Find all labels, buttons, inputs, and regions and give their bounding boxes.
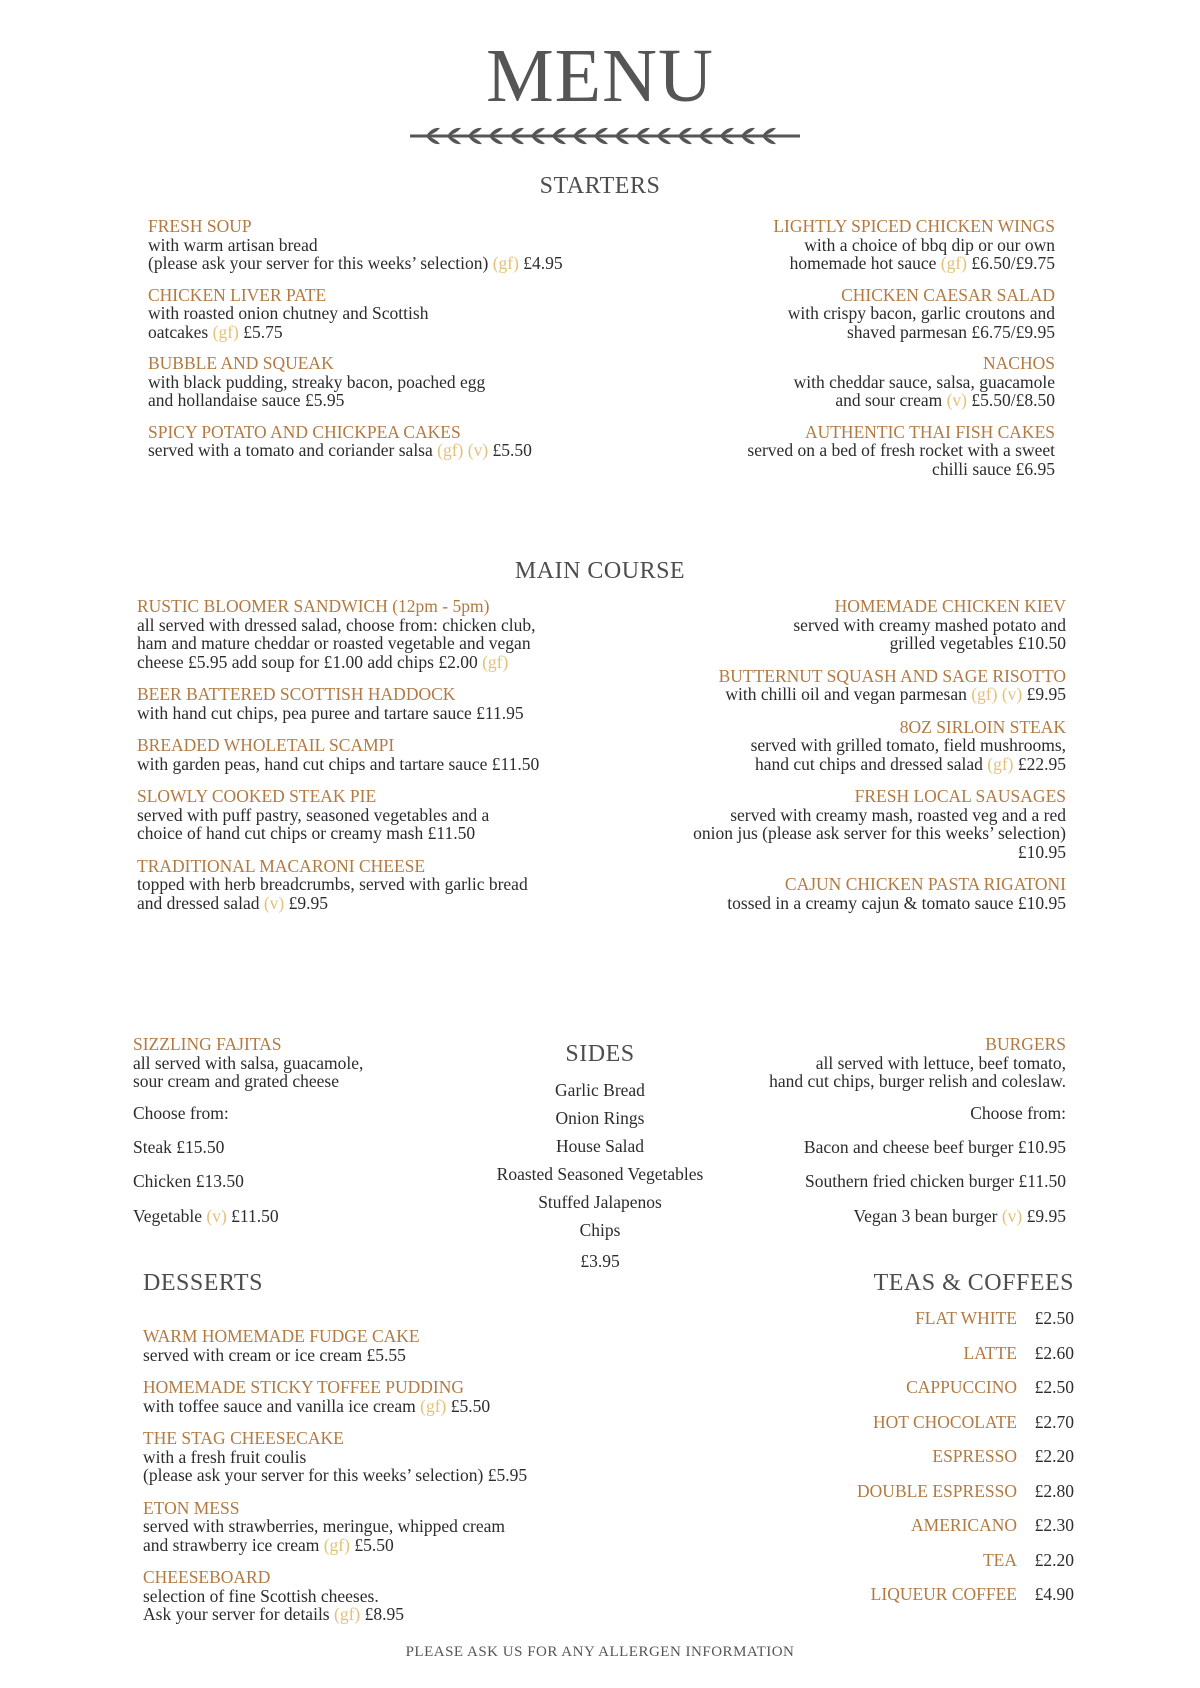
menu-item-name: CAJUN CHICKEN PASTA RIGATONI	[784, 874, 1066, 894]
menu-item-description-text: served with a tomato and coriander salsa	[148, 440, 433, 460]
menu-item-description-text: tossed in a creamy cajun & tomato sauce	[727, 892, 1014, 913]
menu-item-description-text: with warm artisan bread	[148, 234, 318, 255]
side-item: House Salad	[556, 1136, 644, 1156]
drink-price: £2.20	[1034, 1549, 1074, 1570]
menu-item-description	[600, 843, 1066, 862]
menu-item-price: £11.50	[427, 823, 476, 843]
dietary-tag: (gf)	[940, 253, 967, 273]
desserts-list	[143, 1327, 613, 1638]
menu-item-description	[143, 1587, 613, 1606]
menu-item-description-text: served on a bed of fresh rocket with a sweet	[747, 440, 1055, 460]
menu-item-price: £5.55	[366, 1344, 406, 1365]
allergen-footer: PLEASE ASK US FOR ANY ALLERGEN INFORMATION	[405, 1644, 795, 1660]
menu-item-description-text: with chilli oil and vegan parmesan	[725, 684, 967, 704]
menu-item	[600, 667, 1066, 704]
menu-item-description-text: topped with herb breadcrumbs, served with garlic bread	[137, 874, 528, 894]
menu-item	[137, 857, 607, 913]
dietary-tag: (gf) (v)	[971, 684, 1023, 704]
menu-item-name: WARM HOMEMADE FUDGE CAKE	[143, 1326, 420, 1346]
dietary-tag: (gf)	[987, 753, 1014, 774]
menu-item-description	[600, 254, 1055, 273]
fajitas-option	[133, 1207, 279, 1226]
drink-name: HOT CHOCOLATE	[872, 1411, 1017, 1432]
menu-item-description	[137, 894, 607, 913]
fajitas-desc-line: all served with salsa, guacamole,	[133, 1052, 364, 1073]
drink-price: £4.90	[1034, 1584, 1074, 1604]
side-item: Onion Rings	[555, 1108, 645, 1128]
drinks-list	[760, 1309, 1074, 1620]
burgers-desc-line: all served with lettuce, beef tomato,	[815, 1052, 1066, 1073]
menu-item-description	[600, 634, 1066, 653]
vegetarian-tag: (v)	[1001, 1206, 1023, 1226]
menu-item-description	[137, 875, 607, 894]
menu-item-description-text: with hand cut chips, pea puree and tartare sauce	[137, 702, 472, 723]
drink-row	[760, 1309, 1074, 1344]
drink-name: FLAT WHITE	[915, 1308, 1017, 1328]
menu-item-price: £6.95	[1015, 458, 1055, 479]
side-item: Garlic Bread	[555, 1080, 645, 1100]
menu-item-name: RUSTIC BLOOMER SANDWICH (12pm - 5pm)	[137, 596, 490, 616]
dietary-tag: (gf) (v)	[437, 440, 489, 460]
drink-name: LIQUEUR COFFEE	[870, 1584, 1017, 1604]
sides-price: £3.95	[580, 1251, 620, 1271]
menu-item-description	[600, 894, 1066, 913]
burgers-choose: Choose from:	[970, 1103, 1066, 1123]
side-item: Roasted Seasoned Vegetables	[496, 1164, 704, 1184]
menu-item-description	[137, 824, 607, 843]
menu-item-description-text: with garden peas, hand cut chips and tartare sauce	[137, 753, 488, 774]
dietary-tag: (gf)	[334, 1604, 361, 1624]
menu-item	[600, 875, 1066, 912]
burgers-option-label: Vegan 3 bean burger	[853, 1206, 998, 1226]
menu-item-description	[143, 1397, 613, 1416]
menu-item-price: £5.75	[243, 321, 283, 342]
teas-coffees-heading: TEAS & COFFEES	[873, 1270, 1074, 1296]
menu-item-description	[148, 254, 608, 273]
menu-item-description	[148, 373, 608, 392]
menu-item	[143, 1429, 613, 1485]
drink-row	[760, 1482, 1074, 1517]
menu-item-description-text: homemade hot sauce	[789, 253, 937, 273]
main-right-column	[600, 597, 1066, 926]
menu-item-description-text: shaved parmesan	[846, 321, 967, 342]
menu-item-description	[600, 236, 1055, 255]
menu-item	[600, 354, 1055, 410]
menu-item-description	[143, 1517, 613, 1536]
menu-item-description	[137, 755, 607, 774]
menu-item	[137, 787, 607, 843]
menu-item-name: BUTTERNUT SQUASH AND SAGE RISOTTO	[718, 665, 1066, 686]
menu-item	[600, 597, 1066, 653]
dietary-tag: (gf)	[492, 253, 519, 273]
menu-title: MENU	[486, 34, 714, 118]
drink-price: £2.50	[1034, 1377, 1074, 1397]
burgers-option-price: £9.95	[1026, 1206, 1066, 1226]
menu-item	[600, 787, 1066, 861]
fajitas-option-label: Vegetable	[133, 1206, 202, 1226]
menu-item-description-text: Ask your server for details	[143, 1604, 330, 1624]
menu-item-price: £5.50	[492, 440, 532, 460]
menu-item-description	[148, 304, 608, 323]
drink-row	[760, 1585, 1074, 1620]
menu-item-description	[600, 460, 1055, 479]
drink-price: £2.30	[1034, 1515, 1074, 1535]
menu-item-name: SPICY POTATO AND CHICKPEA CAKES	[148, 421, 461, 442]
menu-item	[148, 354, 608, 410]
menu-item	[148, 217, 608, 273]
menu-item-description	[143, 1466, 613, 1485]
menu-item-description	[600, 736, 1066, 755]
drink-row	[760, 1447, 1074, 1482]
menu-item-description	[600, 755, 1066, 774]
menu-item	[600, 286, 1055, 342]
menu-item-description	[137, 616, 607, 635]
menu-item-description	[600, 616, 1066, 635]
menu-item-name: NACHOS	[983, 353, 1055, 373]
menu-item-description-text: grilled vegetables	[889, 633, 1014, 653]
menu-item-price: £10.95	[1017, 841, 1066, 862]
menu-item-description-text: with roasted onion chutney and Scottish	[148, 303, 429, 323]
main-left-column	[137, 597, 607, 926]
menu-item-description-text: ham and mature cheddar or roasted vegetable and vegan	[137, 633, 531, 653]
menu-item-name: LIGHTLY SPICED CHICKEN WINGS	[773, 216, 1055, 236]
menu-item-description-text: and dressed salad	[137, 892, 260, 913]
vegetarian-tag: (v)	[206, 1206, 227, 1226]
menu-item	[143, 1378, 613, 1415]
menu-item-description-text: with crispy bacon, garlic croutons and	[787, 303, 1055, 323]
starters-left-column	[148, 217, 608, 473]
menu-item-name: BREADED WHOLETAIL SCAMPI	[137, 735, 395, 755]
dietary-tag: (v)	[263, 892, 285, 913]
menu-item-description	[600, 373, 1055, 392]
menu-item-name: CHICKEN LIVER PATE	[148, 284, 327, 305]
dietary-tag: (gf)	[323, 1534, 350, 1555]
menu-item-description	[148, 236, 608, 255]
menu-item-description	[600, 323, 1055, 342]
starters-right-column	[600, 217, 1055, 491]
main-course-heading: MAIN COURSE	[514, 558, 686, 584]
menu-item-description	[137, 704, 607, 723]
menu-item-price: £11.50	[491, 753, 540, 774]
menu-item-description-text: with black pudding, streaky bacon, poached egg	[148, 371, 486, 392]
burgers-option: Bacon and cheese beef burger £10.95	[803, 1137, 1066, 1157]
menu-item-name: CHEESEBOARD	[143, 1567, 271, 1587]
menu-item-description-text: onion jus (please ask server for this weeks’ selection)	[693, 823, 1066, 843]
menu-item-price: £10.95	[1017, 892, 1066, 913]
menu-item-description-text: served with creamy mashed potato and	[793, 614, 1066, 635]
vine-divider-icon	[410, 120, 800, 152]
drink-name: DOUBLE ESPRESSO	[857, 1480, 1017, 1501]
drink-row	[760, 1344, 1074, 1379]
drink-name: ESPRESSO	[932, 1446, 1017, 1466]
menu-item-name: THE STAG CHEESECAKE	[143, 1428, 344, 1448]
drink-name: TEA	[982, 1549, 1017, 1570]
menu-item-description-text: chilli sauce	[932, 458, 1012, 479]
drink-price: £2.80	[1034, 1480, 1074, 1501]
menu-item-name: SLOWLY COOKED STEAK PIE	[137, 786, 377, 806]
menu-item-description	[143, 1536, 613, 1555]
menu-item-price: £4.95	[523, 253, 563, 273]
fajitas-option: Steak £15.50	[133, 1137, 225, 1157]
drink-price: £2.50	[1034, 1308, 1074, 1328]
menu-item	[143, 1499, 613, 1555]
fajitas-option: Chicken £13.50	[133, 1171, 244, 1191]
menu-item-description-text: oatcakes	[148, 321, 209, 342]
menu-item-price: £5.50	[450, 1395, 491, 1416]
menu-item-description	[600, 441, 1055, 460]
menu-item-price: £9.95	[1026, 684, 1066, 704]
menu-item	[600, 423, 1055, 479]
menu-item	[148, 286, 608, 342]
fajitas-name: SIZZLING FAJITAS	[133, 1034, 282, 1054]
sides-heading: SIDES	[565, 1041, 635, 1067]
drink-name: LATTE	[963, 1342, 1017, 1363]
menu-item-price: £22.95	[1017, 753, 1066, 774]
menu-item-description	[600, 806, 1066, 825]
side-item: Stuffed Jalapenos	[538, 1192, 662, 1212]
drink-row	[760, 1378, 1074, 1413]
menu-item-name: 8OZ SIRLOIN STEAK	[899, 716, 1066, 737]
menu-item-description	[148, 323, 608, 342]
menu-item-description-text: served with creamy mash, roasted veg and a red	[730, 804, 1066, 825]
menu-item-description-text: served with cream or ice cream	[143, 1344, 363, 1365]
drink-row	[760, 1516, 1074, 1551]
menu-item-description	[600, 304, 1055, 323]
menu-item	[137, 685, 607, 722]
menu-item-name: FRESH LOCAL SAUSAGES	[854, 786, 1066, 806]
menu-item-description-text: with toffee sauce and vanilla ice cream	[143, 1395, 416, 1416]
menu-item-description-text: with cheddar sauce, salsa, guacamole	[793, 371, 1055, 392]
menu-item-name: FRESH SOUP	[148, 216, 252, 236]
menu-item-price: £6.50/£9.75	[971, 253, 1055, 273]
burgers-name: BURGERS	[985, 1034, 1066, 1054]
menu-item-description	[143, 1448, 613, 1467]
menu-item	[148, 423, 608, 460]
menu-item	[600, 718, 1066, 774]
menu-item-description-text: and sour cream	[835, 390, 943, 410]
dietary-tag: (gf)	[420, 1395, 447, 1416]
menu-item-description-text: choice of hand cut chips or creamy mash	[137, 823, 424, 843]
drink-price: £2.60	[1034, 1342, 1074, 1363]
menu-item	[143, 1568, 613, 1624]
menu-item-name: AUTHENTIC THAI FISH CAKES	[804, 421, 1055, 442]
menu-item-description-text: cheese £5.95 add soup for £1.00 add chips £2.00	[137, 651, 478, 672]
menu-item-price: £5.95	[304, 390, 345, 410]
menu-item-description	[143, 1346, 613, 1365]
menu-item-description-text: served with strawberries, meringue, whipped cream	[143, 1516, 506, 1536]
menu-item-description-text: hand cut chips and dressed salad	[754, 753, 983, 774]
menu-item-description	[600, 824, 1066, 843]
menu-item-description	[600, 391, 1055, 410]
menu-item-description-text: served with grilled tomato, field mushrooms,	[750, 735, 1066, 755]
menu-item-description	[148, 441, 608, 460]
fajitas-choose: Choose from:	[133, 1103, 229, 1123]
fajitas-block	[133, 1035, 463, 1091]
menu-item	[137, 736, 607, 773]
menu-item-name: HOMEMADE CHICKEN KIEV	[834, 596, 1066, 616]
menu-item-description-text: selection of fine Scottish cheeses.	[143, 1585, 379, 1606]
menu-item-price: £5.95	[487, 1465, 528, 1485]
menu-item-name: CHICKEN CAESAR SALAD	[841, 284, 1055, 305]
fajitas-desc-line: sour cream and grated cheese	[133, 1071, 340, 1091]
menu-item-name: BUBBLE AND SQUEAK	[148, 353, 334, 373]
menu-item-description-text: (please ask your server for this weeks’ selection)	[143, 1465, 484, 1485]
menu-item-description-text: and strawberry ice cream	[143, 1534, 320, 1555]
menu-item-description	[137, 806, 607, 825]
menu-item-description	[148, 391, 608, 410]
side-item: Chips	[579, 1220, 621, 1240]
menu-item-price: £11.95	[476, 702, 524, 723]
fajitas-option-price: £11.50	[231, 1206, 279, 1226]
menu-item-name: HOMEMADE STICKY TOFFEE PUDDING	[143, 1377, 465, 1397]
menu-item-price: £8.95	[364, 1604, 404, 1624]
menu-item-name: BEER BATTERED SCOTTISH HADDOCK	[137, 684, 456, 704]
drink-row	[760, 1413, 1074, 1448]
dietary-tag: (v)	[946, 390, 967, 410]
menu-item-description-text: all served with dressed salad, choose from: chicken club,	[137, 614, 536, 635]
menu-item-description-text: (please ask your server for this weeks’ selection)	[148, 253, 489, 273]
burgers-option	[700, 1207, 1066, 1226]
drink-price: £2.20	[1034, 1446, 1074, 1466]
burgers-option: Southern fried chicken burger £11.50	[805, 1171, 1066, 1191]
drink-name: CAPPUCCINO	[906, 1377, 1017, 1397]
menu-item-description-text: served with puff pastry, seasoned vegetables and a	[137, 804, 490, 825]
dietary-tag: (gf)	[212, 321, 239, 342]
menu-item-description	[143, 1605, 613, 1624]
menu-item-description	[137, 634, 607, 653]
menu-item-description	[600, 685, 1066, 704]
burgers-desc-line: hand cut chips, burger relish and coleslaw.	[769, 1071, 1066, 1091]
menu-item-price: £10.50	[1017, 633, 1066, 653]
menu-item-name: ETON MESS	[143, 1497, 240, 1518]
menu-item-description	[137, 653, 607, 672]
drink-name: AMERICANO	[911, 1515, 1017, 1535]
dietary-tag: (gf)	[482, 651, 509, 672]
menu-item-price: £5.50	[354, 1534, 394, 1555]
burgers-block	[700, 1035, 1066, 1091]
drink-price: £2.70	[1034, 1411, 1074, 1432]
menu-item	[143, 1327, 613, 1364]
menu-item-description-text: with a fresh fruit coulis	[143, 1446, 307, 1467]
menu-item-price: £5.50/£8.50	[971, 390, 1055, 410]
menu-item-price: £6.75/£9.95	[971, 321, 1055, 342]
menu-item-description-text: with a choice of bbq dip or our own	[804, 234, 1055, 255]
menu-item	[137, 597, 607, 671]
menu-item-price: £9.95	[288, 892, 328, 913]
menu-item	[600, 217, 1055, 273]
menu-item-description-text: and hollandaise sauce	[148, 390, 301, 410]
drink-row	[760, 1551, 1074, 1586]
desserts-heading: DESSERTS	[143, 1270, 263, 1296]
menu-item-name: TRADITIONAL MACARONI CHEESE	[137, 855, 426, 876]
starters-heading: STARTERS	[539, 173, 661, 199]
